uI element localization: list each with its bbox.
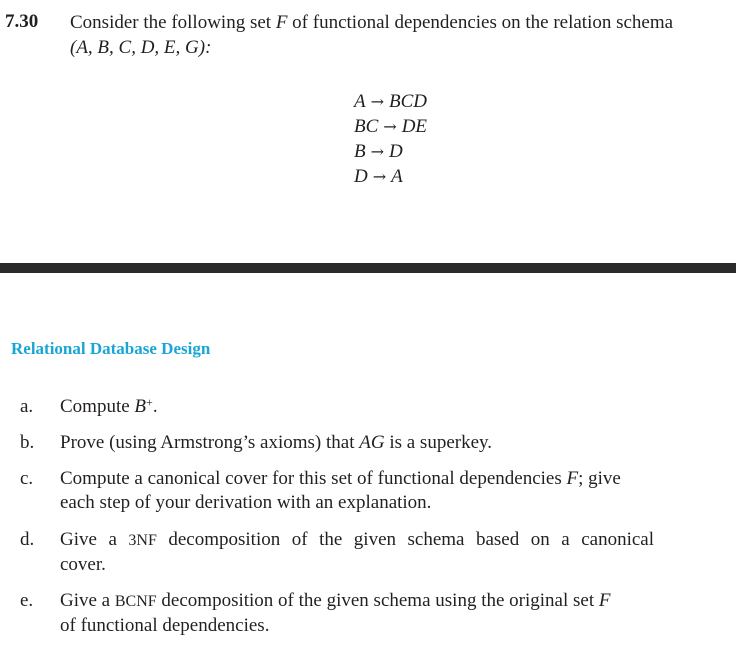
- dependency-lhs: B: [354, 141, 366, 162]
- question-letter: c.: [20, 468, 34, 489]
- problem-number: 7.30: [5, 11, 39, 32]
- dependency-row: [354, 164, 427, 189]
- dependency-row: [354, 139, 427, 164]
- question-letter: b.: [20, 432, 35, 453]
- page-divider: [0, 263, 736, 273]
- right-arrow-icon: →: [383, 117, 397, 136]
- question-text: is a superkey.: [384, 432, 493, 453]
- dependency-rhs: D: [389, 141, 403, 162]
- question-text: Prove (using Armstrong’s axioms) that: [60, 432, 360, 453]
- question-text: ; give: [578, 468, 621, 489]
- question-variable: F: [566, 468, 579, 489]
- question-body: [60, 528, 660, 577]
- question-text: decomposition of the given schema based on a canonical: [156, 529, 654, 550]
- question-body: [60, 395, 660, 419]
- question-text: Compute: [60, 396, 135, 417]
- dependency-rhs: BCD: [389, 91, 428, 112]
- relation-schema: (A, B, C, D, E, G):: [70, 37, 212, 58]
- right-arrow-icon: →: [372, 167, 387, 186]
- question-body: [60, 589, 660, 638]
- question-variable: F: [598, 590, 611, 611]
- dependency-rhs: A: [391, 166, 403, 187]
- question-variable: B: [134, 396, 147, 417]
- question-abbreviation: 3NF: [128, 532, 157, 549]
- question-line: of functional dependencies.: [60, 615, 270, 636]
- question-variable: AG: [359, 432, 385, 453]
- question-text: Give a: [60, 590, 115, 611]
- question-line: [60, 431, 660, 455]
- question-body: [60, 467, 660, 515]
- question-abbreviation: BCNF: [114, 593, 157, 610]
- right-arrow-icon: →: [370, 142, 385, 161]
- question-letter: e.: [20, 590, 34, 611]
- question-body: [60, 431, 660, 455]
- question-text: Give a: [60, 529, 129, 550]
- superscript: +: [146, 395, 153, 409]
- section-title: Relational Database Design: [11, 339, 211, 358]
- dependency-lhs: D: [354, 166, 368, 187]
- question-letter: a.: [20, 396, 34, 417]
- problem-statement: [70, 10, 730, 60]
- question-line: [60, 528, 654, 553]
- question-line: [60, 395, 660, 419]
- dependency-row: [354, 114, 427, 139]
- question-line: cover.: [60, 554, 106, 575]
- dependency-rhs: DE: [401, 116, 428, 137]
- problem-statement-line-1: [70, 10, 730, 35]
- dependency-lhs: A: [354, 91, 366, 112]
- question-line: [60, 589, 660, 614]
- question-letter: d.: [20, 529, 35, 550]
- question-line: each step of your derivation with an explanation.: [60, 492, 432, 513]
- question-line: [60, 467, 660, 491]
- problem-statement-text: Consider the following set F of functional dependencies on the relation schema: [70, 12, 674, 33]
- question-text: .: [152, 396, 158, 417]
- question-text: decomposition of the given schema using the original set: [156, 590, 599, 611]
- right-arrow-icon: →: [370, 92, 385, 111]
- dependency-list: [354, 89, 427, 189]
- dependency-row: [354, 89, 427, 114]
- dependency-lhs: BC: [354, 116, 379, 137]
- question-text: Compute a canonical cover for this set of functional dependencies: [60, 468, 567, 489]
